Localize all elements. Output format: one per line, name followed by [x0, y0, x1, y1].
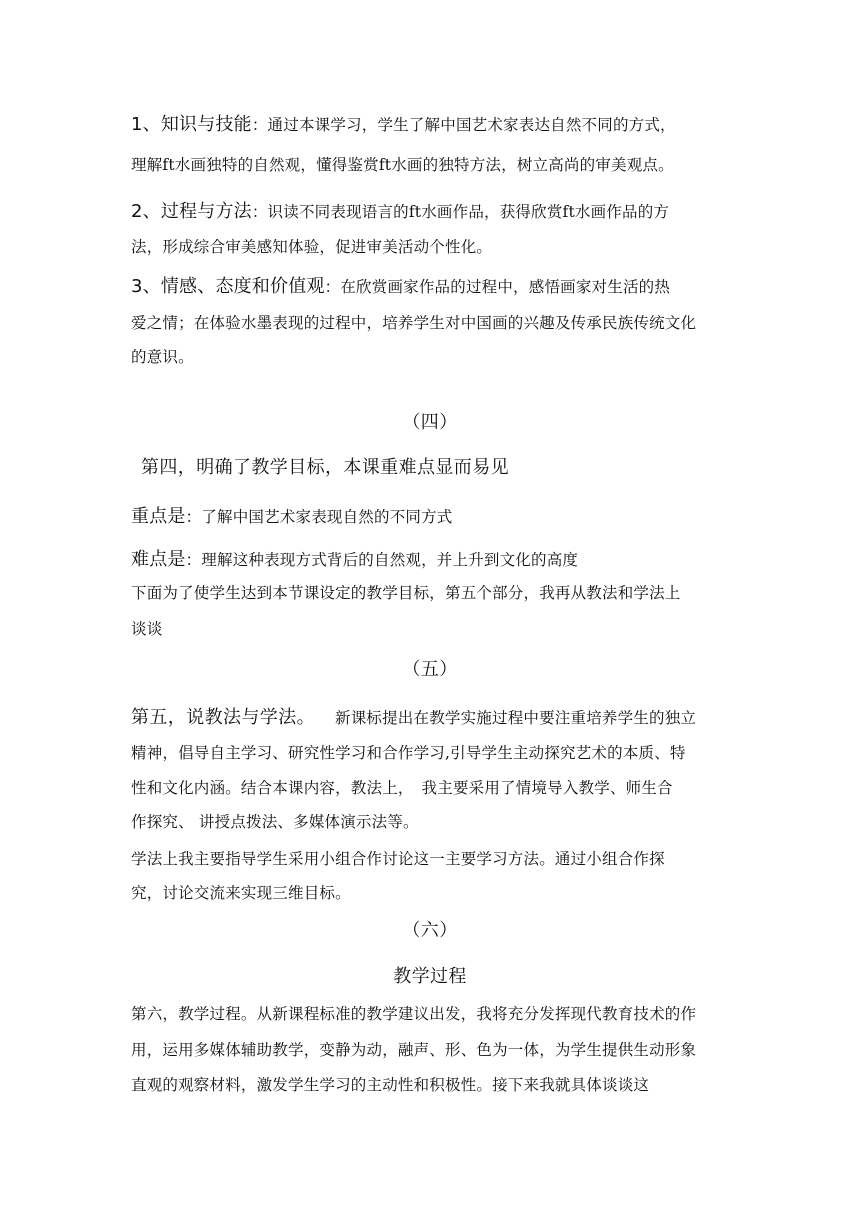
study-method-line-2: 究，讨论交流来实现三维目标。 [131, 884, 351, 902]
section-6-line-2: 用，运用多媒体辅助教学，变静为动，融声、形、色为一体，为学生提供生动形象 [131, 1041, 697, 1059]
study-method-line-1: 学法上我主要指导学生采用小组合作讨论这一主要学习方法。通过小组合作探 [131, 850, 665, 868]
section-5-line-1 [131, 703, 696, 729]
objective-3-label: 3、情感、态度和价值观 [131, 276, 325, 297]
section-5-line-2: 精神，倡导自主学习、研究性学习和合作学习,引导学生主动探究艺术的本质、特 [131, 744, 686, 762]
objective-2-text: ：识读不同表现语言的ft水画作品，获得欣赏ft水画作品的方 [251, 203, 670, 221]
objective-1-text: ：通过本课学习，学生了解中国艺术家表达自然不同的方式， [251, 116, 676, 134]
objective-3-line-1 [131, 272, 670, 298]
section-6-subheading: 教学过程 [393, 966, 467, 987]
objective-2-label: 2、过程与方法 [131, 201, 252, 222]
key-point-line [131, 502, 453, 528]
transition-line-2: 谈谈 [131, 620, 163, 638]
objective-1-label: 1、知识与技能 [131, 114, 252, 135]
section-6-line-3: 直观的观察材料，激发学生学习的主动性和积极性。接下来我就具体谈谈这 [131, 1076, 650, 1094]
objective-1-line-2: 理解ft水画独特的自然观，懂得鉴赏ft水画的独特方法，树立高尚的审美观点。 [131, 156, 674, 174]
objective-3-text: ：在欣赏画家作品的过程中，感悟画家对生活的热 [324, 278, 671, 296]
section-6-line-1: 第六，教学过程。从新课程标准的教学建议出发，我将充分发挥现代教育技术的作 [131, 1005, 697, 1023]
section-5-heading: （五） [402, 659, 458, 680]
objective-1-line-1 [131, 110, 676, 136]
objective-2-line-2: 法，形成综合审美感知体验，促进审美活动个性化。 [131, 238, 493, 256]
section-5-lead: 第五，说教法与学法。 [131, 707, 315, 728]
section-6-heading: （六） [402, 920, 458, 941]
difficult-point-text: ：理解这种表现方式背后的自然观，并上升到文化的高度 [185, 551, 579, 569]
section-4-intro: 第四，明确了教学目标，本课重难点显而易见 [141, 457, 509, 478]
objective-3-line-2: 爱之情；在体验水墨表现的过程中，培养学生对中国画的兴趣及传承民族传统文化 [131, 314, 697, 332]
key-point-label: 重点是 [131, 506, 186, 527]
section-5-line-3: 性和文化内涵。结合本课内容，教法上， 我主要采用了情境导入教学、师生合 [131, 779, 673, 797]
objective-3-line-3: 的意识。 [131, 348, 194, 366]
objective-2-line-1 [131, 197, 669, 223]
transition-line-1: 下面为了使学生达到本节课设定的教学目标，第五个部分，我再从教法和学法上 [131, 584, 681, 602]
key-point-text: ：了解中国艺术家表现自然的不同方式 [185, 508, 453, 526]
difficult-point-label: 难点是 [131, 549, 186, 570]
difficult-point-line [131, 545, 578, 571]
section-5-line-4: 作探究、 讲授点拨法、多媒体演示法等。 [131, 813, 419, 831]
section-4-heading: （四） [402, 412, 458, 433]
section-5-line-1-text: 新课标提出在教学实施过程中要注重培养学生的独立 [335, 709, 697, 727]
